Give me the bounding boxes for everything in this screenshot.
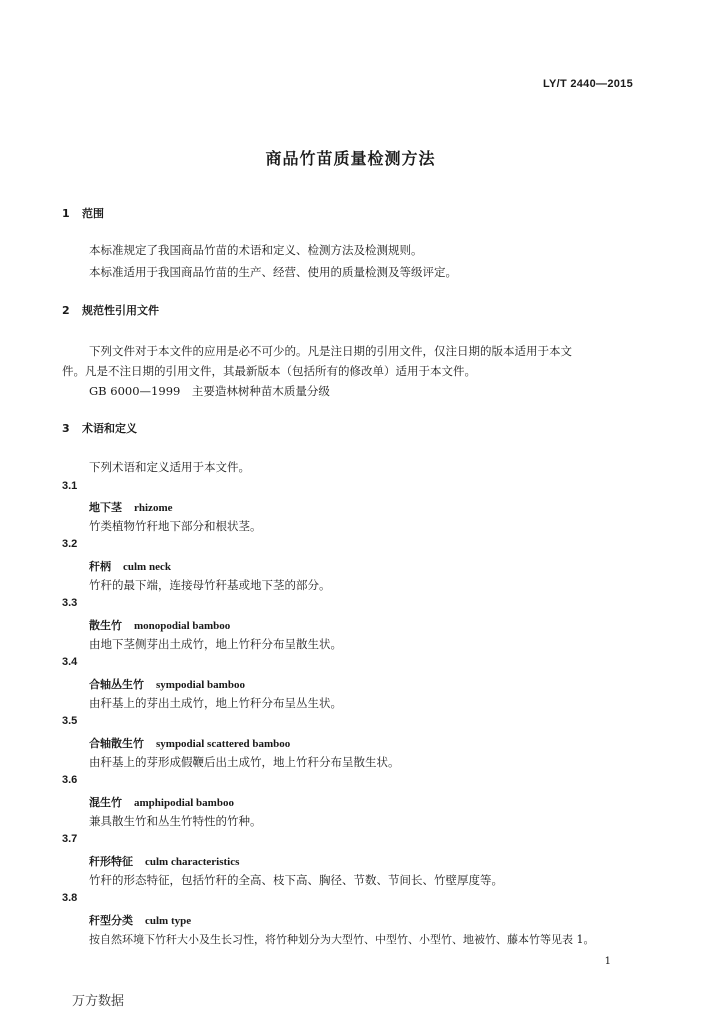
- term-english: rhizome: [134, 502, 173, 514]
- term-chinese: 秆型分类: [89, 914, 133, 927]
- term-number: 3.5: [62, 715, 78, 727]
- term-definition: 竹类植物竹秆地下部分和根状茎。: [89, 519, 262, 533]
- term-heading: [89, 499, 172, 515]
- term-english: monopodial bamboo: [134, 620, 231, 632]
- term-heading: [89, 676, 245, 692]
- term-chinese: 秆柄: [89, 560, 111, 573]
- term-english: culm type: [145, 915, 192, 927]
- section-heading-3: [62, 420, 137, 436]
- term-heading: [89, 794, 234, 810]
- term-chinese: 地下茎: [89, 501, 122, 514]
- section-heading-2: [62, 302, 159, 318]
- term-english: culm characteristics: [145, 856, 240, 868]
- reference-item: GB 6000—1999 主要造林树种苗木质量分级: [89, 384, 330, 398]
- terms-intro: 下列术语和定义适用于本文件。: [89, 460, 250, 474]
- term-definition: 由秆基上的芽形成假鞭后出土成竹，地上竹秆分布呈散生状。: [89, 755, 400, 769]
- page-number: 1: [604, 956, 611, 967]
- document-title: 商品竹苗质量检测方法: [265, 149, 436, 168]
- term-number: 3.6: [62, 774, 78, 786]
- term-heading: [89, 912, 191, 928]
- term-chinese: 散生竹: [89, 619, 122, 632]
- term-heading: [89, 853, 239, 869]
- term-chinese: 合轴散生竹: [89, 737, 144, 750]
- term-definition: 由地下茎侧芽出土成竹，地上竹秆分布呈散生状。: [89, 637, 342, 651]
- scope-paragraph-1: 本标准规定了我国商品竹苗的术语和定义、检测方法及检测规则。: [89, 243, 423, 257]
- term-chinese: 合轴丛生竹: [89, 678, 144, 691]
- term-definition: 按自然环境下竹秆大小及生长习性，将竹种划分为大型竹、中型竹、小型竹、地被竹、藤本竹等见表 1。: [89, 933, 595, 946]
- term-definition: 兼具散生竹和丛生竹特性的竹种。: [89, 814, 262, 828]
- term-chinese: 秆形特征: [89, 855, 133, 868]
- term-english: sympodial bamboo: [156, 679, 245, 691]
- references-paragraph-line-2: 件。凡是不注日期的引用文件，其最新版本（包括所有的修改单）适用于本文件。: [62, 364, 476, 378]
- references-paragraph-line-1: 下列文件对于本文件的应用是必不可少的。凡是注日期的引用文件，仅注日期的版本适用于本文: [89, 344, 572, 358]
- scope-paragraph-2: 本标准适用于我国商品竹苗的生产、经营、使用的质量检测及等级评定。: [89, 265, 457, 279]
- section-number: 3: [62, 422, 70, 435]
- section-number: 1: [62, 207, 70, 220]
- term-english: sympodial scattered bamboo: [156, 738, 291, 750]
- standard-code: LY/T 2440—2015: [542, 78, 633, 90]
- term-definition: 竹秆的最下端，连接母竹秆基或地下茎的部分。: [89, 578, 331, 592]
- section-title: 规范性引用文件: [82, 304, 159, 317]
- section-title: 范围: [82, 207, 104, 220]
- term-number: 3.3: [62, 597, 78, 609]
- term-number: 3.7: [62, 833, 78, 845]
- section-title: 术语和定义: [82, 422, 137, 435]
- term-number: 3.2: [62, 538, 78, 550]
- term-heading: [89, 617, 230, 633]
- term-chinese: 混生竹: [89, 796, 122, 809]
- term-heading: [89, 735, 290, 751]
- term-number: 3.1: [62, 480, 78, 492]
- term-number: 3.8: [62, 892, 78, 904]
- term-heading: [89, 558, 171, 574]
- watermark: 万方数据: [72, 994, 125, 1009]
- section-number: 2: [62, 304, 70, 317]
- term-number: 3.4: [62, 656, 78, 668]
- term-english: amphipodial bamboo: [134, 797, 234, 809]
- section-heading-1: [62, 205, 104, 221]
- term-definition: 竹秆的形态特征，包括竹秆的全高、枝下高、胸径、节数、节间长、竹壁厚度等。: [89, 873, 503, 887]
- term-english: culm neck: [123, 561, 171, 573]
- term-definition: 由秆基上的芽出土成竹，地上竹秆分布呈丛生状。: [89, 696, 342, 710]
